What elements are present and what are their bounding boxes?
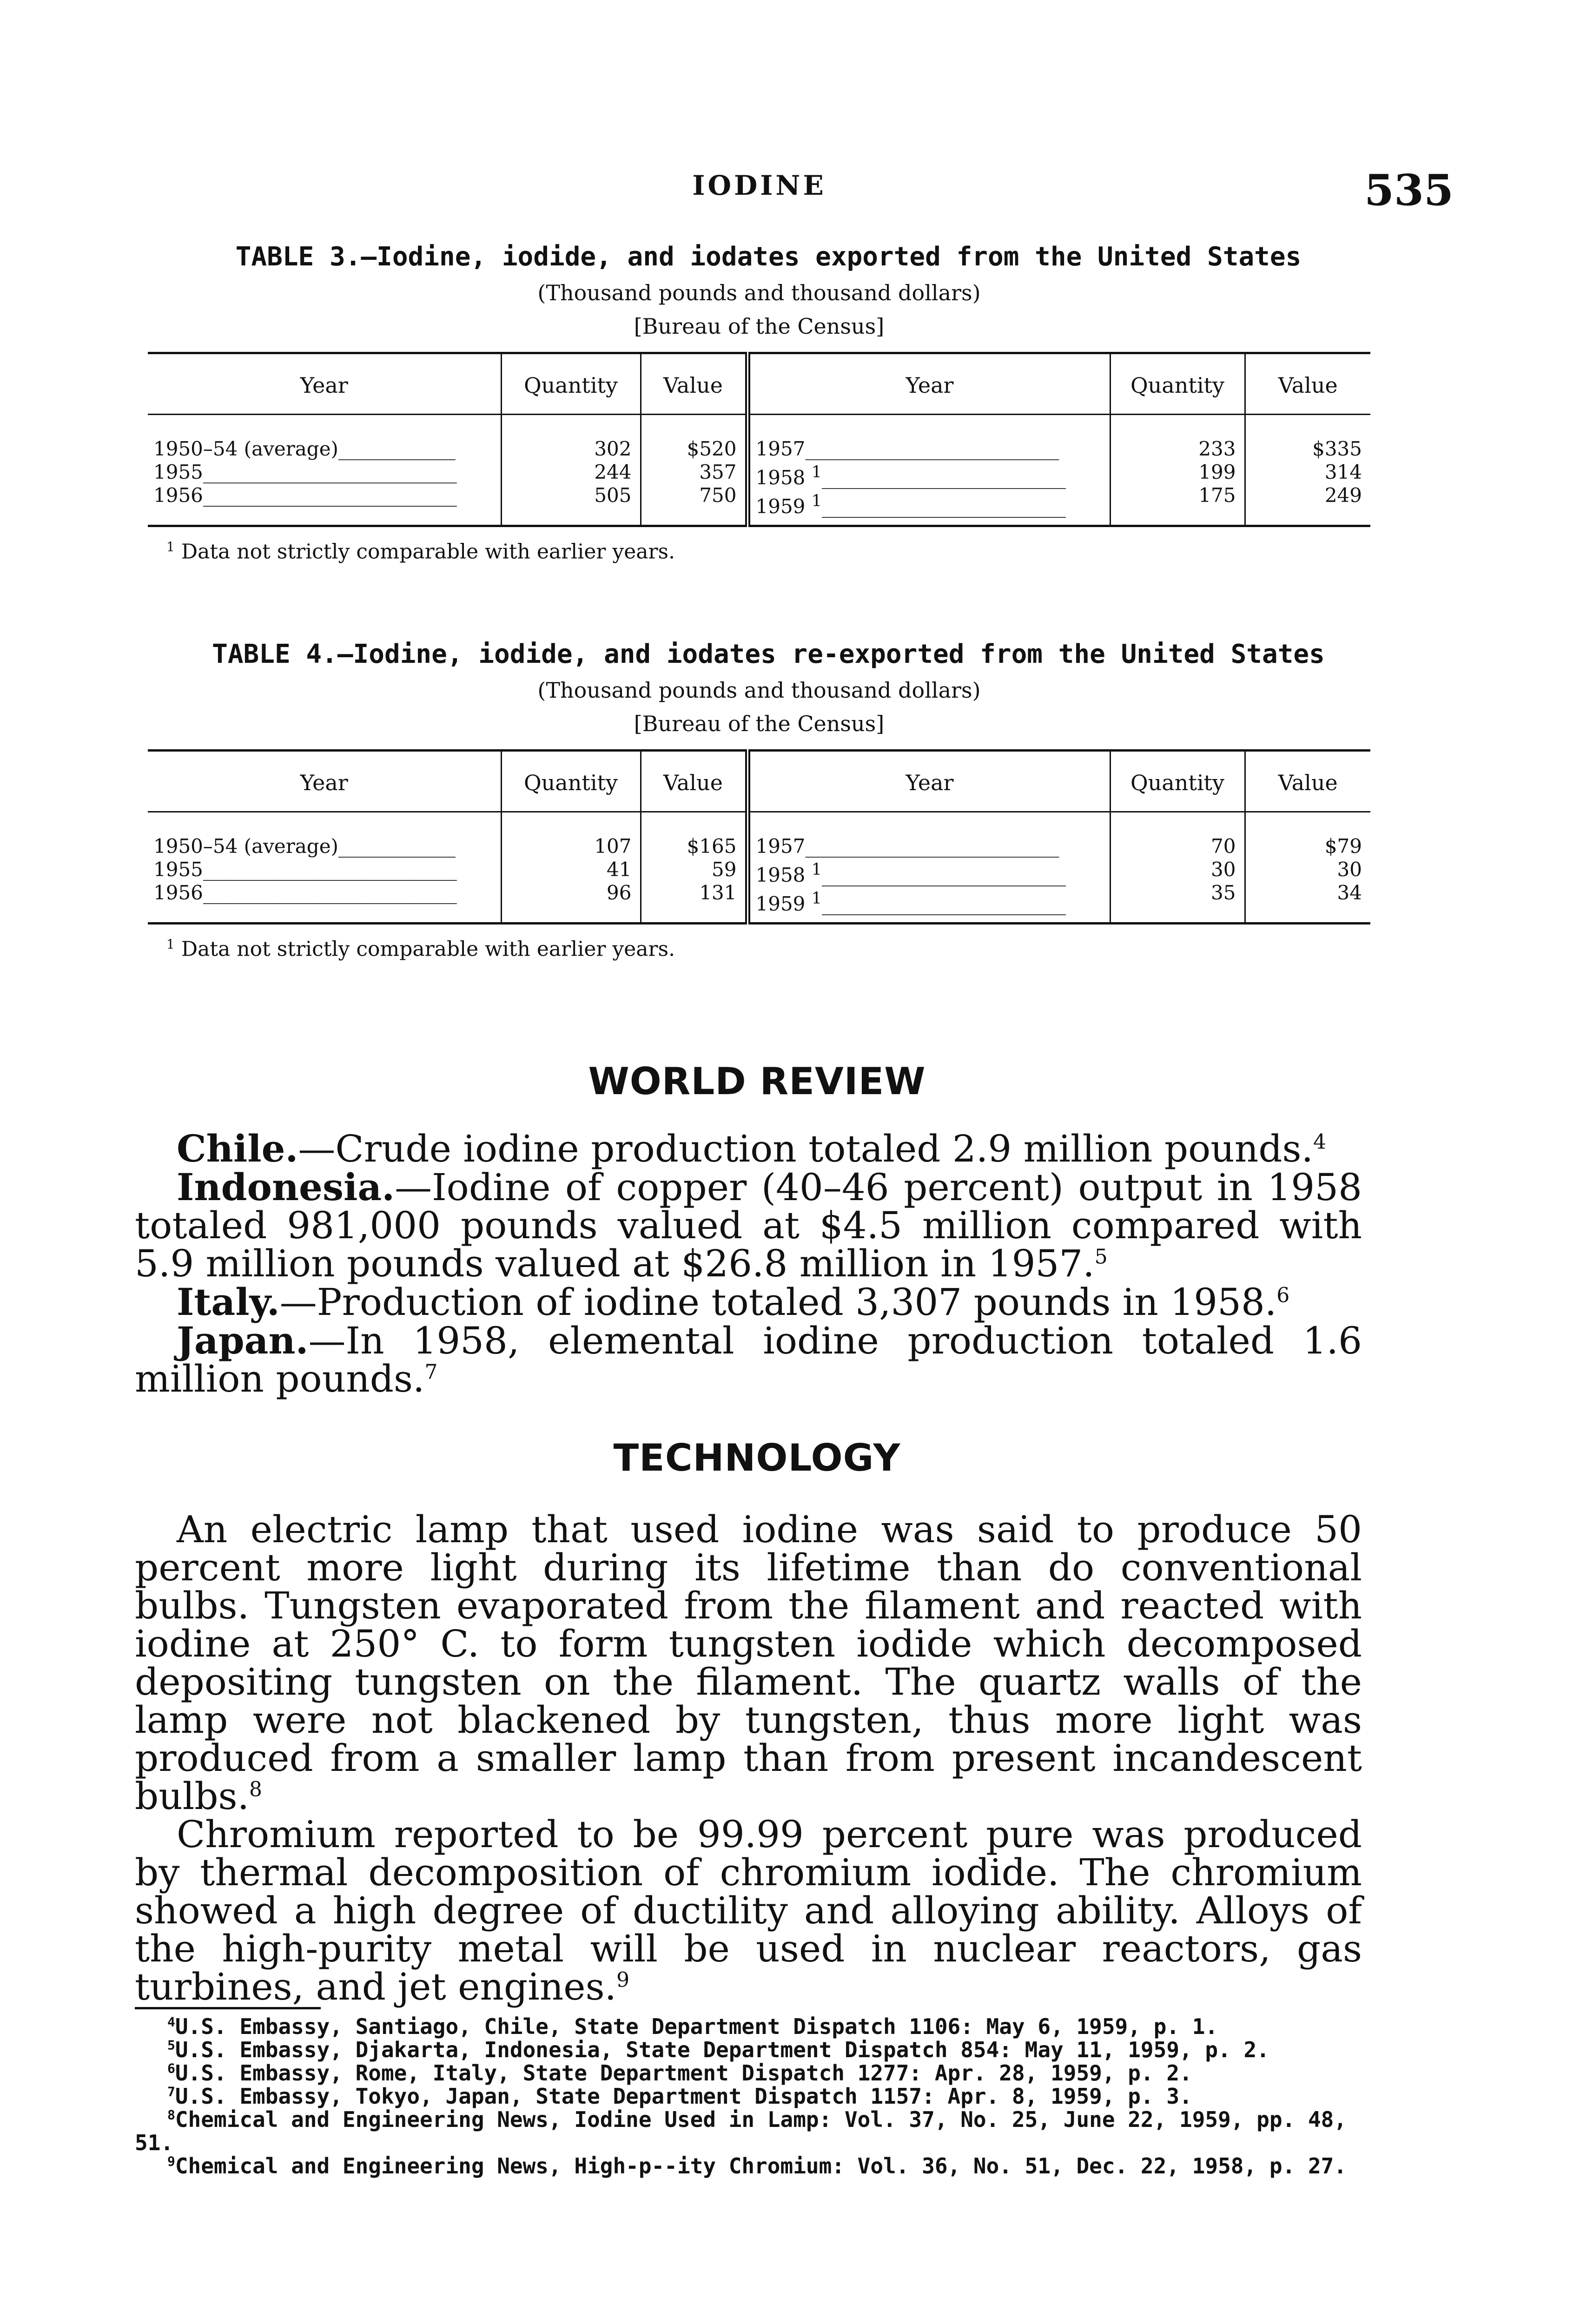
footnote-text: U.S. Embassy, Santiago, Chile, State Department Dispatch 1106: May 6, 1959, p. 1. [175, 2014, 1218, 2039]
table-source: [Bureau of the Census] [634, 711, 885, 736]
year-cell-group [747, 812, 1110, 924]
paragraph [135, 1813, 1362, 2008]
dot-leader: _________________________ [822, 466, 1066, 489]
year-text: 1958 [755, 864, 806, 886]
paragraph-text: —Crude iodine production totaled 2.9 million pounds. [298, 1127, 1314, 1170]
quantity-cell: 96 [607, 881, 632, 904]
footnote-text: U.S. Embassy, Tokyo, Japan, State Department Dispatch 1157: Apr. 8, 1959, p. 3. [175, 2084, 1192, 2109]
column-header-quantity: Quantity [1110, 353, 1245, 415]
paragraph [135, 1508, 1362, 1818]
technology-text [135, 1508, 1362, 2008]
year-text: 1959 [755, 495, 806, 518]
paragraph-text: —Iodine of copper (40–46 percent) output in 1958 totaled 981,000 pounds valued at $4.5 million compared with 5.9 million pounds valued at $26.8 million in 1957. [135, 1166, 1362, 1285]
value-cell: 30 [1337, 858, 1362, 881]
dot-leader: _________________________ [822, 864, 1066, 886]
value-cell: 34 [1337, 881, 1362, 904]
year-cell: 1956__________________________ [153, 484, 457, 507]
column-header-year: Year [148, 751, 501, 812]
dot-leader: _________________________ [822, 495, 1066, 518]
value-cell-group [641, 812, 747, 924]
value-cell: 357 [699, 461, 737, 483]
footnote-number: 4 [167, 2014, 175, 2030]
year-cell: 1955__________________________ [153, 461, 457, 483]
paragraph [135, 1321, 1362, 1398]
quantity-cell: 302 [594, 437, 632, 460]
value-cell: $165 [687, 835, 737, 858]
section-heading-technology: TECHNOLOGY [613, 1436, 901, 1479]
paragraph-text: Chromium reported to be 99.99 percent pure was produced by thermal decomposition of chromium iodide. The chromium showed a high degree of ductility and alloying ability. Alloys of the high-purity metal will be used in nuclear reactors, gas turbines, and jet engines. [135, 1813, 1362, 2008]
value-cell-group [641, 415, 747, 526]
table-footnote-text: Data not strictly comparable with earlier years. [181, 540, 675, 564]
footnote-number: 9 [167, 2153, 175, 2169]
quantity-cell: 244 [594, 461, 632, 483]
country-name: Indonesia. [177, 1165, 395, 1209]
table-3 [148, 242, 1370, 564]
table-footnote [166, 539, 1370, 564]
column-header-quantity: Quantity [501, 751, 641, 812]
footnote-marker: 1 [811, 889, 822, 908]
value-cell: $520 [687, 437, 737, 460]
column-header-year: Year [148, 353, 501, 415]
column-header-quantity: Quantity [501, 353, 641, 415]
running-head [139, 165, 1454, 215]
column-header-value: Value [1245, 751, 1370, 812]
value-cell: 314 [1324, 461, 1362, 483]
footnote [135, 2015, 1362, 2038]
footnote-number: 8 [167, 2107, 175, 2123]
quantity-cell: 41 [607, 858, 632, 881]
footnote-ref: 9 [616, 1968, 630, 1992]
value-cell: $79 [1324, 835, 1362, 858]
value-cell: 131 [699, 881, 737, 904]
quantity-cell: 35 [1211, 881, 1236, 904]
table-subtitle: (Thousand pounds and thousand dollars) [537, 280, 981, 305]
value-cell: 750 [699, 484, 737, 507]
footnote-text: U.S. Embassy, Djakarta, Indonesia, State Department Dispatch 854: May 11, 1959, p. 2. [175, 2037, 1269, 2062]
quantity-cell-group [1110, 812, 1245, 924]
value-cell: 249 [1324, 484, 1362, 507]
table-title: TABLE 4.—Iodine, iodide, and iodates re-exported from the United States [212, 639, 1325, 669]
quantity-cell: 505 [594, 484, 632, 507]
country-name: Chile. [177, 1127, 298, 1170]
year-cell: 1955__________________________ [153, 858, 457, 881]
quantity-cell: 70 [1211, 835, 1236, 858]
country-name: Japan. [177, 1319, 309, 1362]
footnote [135, 2038, 1362, 2061]
footnote-number: 5 [167, 2037, 175, 2053]
footnote-marker: 1 [166, 937, 175, 952]
value-cell-group [1245, 812, 1370, 924]
quantity-cell: 175 [1198, 484, 1236, 507]
table-header-row [148, 353, 1370, 415]
year-cell: 1957__________________________ [755, 835, 1059, 858]
footnote-number: 7 [167, 2084, 175, 2100]
footnote-rule [135, 2007, 321, 2009]
quantity-cell-group [501, 415, 641, 526]
quantity-cell: 199 [1198, 461, 1236, 483]
footnote [135, 2061, 1362, 2085]
column-header-quantity: Quantity [1110, 751, 1245, 812]
footnote-marker: 1 [811, 860, 822, 879]
quantity-cell: 107 [594, 835, 632, 858]
footnote-marker: 1 [811, 463, 822, 482]
footnote-text: Chemical and Engineering News, High-p‐‐ity Chromium: Vol. 36, No. 51, Dec. 22, 1958, p. 27. [175, 2153, 1347, 2179]
value-cell-group [1245, 415, 1370, 526]
footnote-marker: 1 [811, 492, 822, 510]
year-text: 1959 [755, 892, 806, 915]
quantity-cell: 233 [1198, 437, 1236, 460]
table-header-row [148, 751, 1370, 812]
year-cell [756, 858, 1104, 887]
value-cell: $335 [1312, 437, 1362, 460]
footnote-text: Chemical and Engineering News, Iodine Used in Lamp: Vol. 37, No. 25, June 22, 1959, pp. 48, 51. [135, 2107, 1347, 2155]
year-cell [756, 461, 1104, 489]
dot-leader: _________________________ [822, 892, 1066, 915]
footnote-text: U.S. Embassy, Rome, Italy, State Department Dispatch 1277: Apr. 28, 1959, p. 2. [175, 2060, 1192, 2086]
table-source: [Bureau of the Census] [634, 314, 885, 339]
quantity-cell-group [1110, 415, 1245, 526]
year-cell: 1950–54 (average)____________ [153, 835, 456, 858]
year-cell: 1950–54 (average)____________ [153, 437, 456, 460]
year-cell [756, 887, 1104, 916]
page-number: 535 [1364, 165, 1454, 215]
year-cell: 1956__________________________ [153, 881, 457, 904]
year-cell: 1957__________________________ [755, 437, 1059, 460]
footnote-marker: 1 [166, 539, 175, 555]
running-title: IODINE [692, 170, 826, 201]
world-review-text [135, 1129, 1362, 1398]
footnote-ref: 4 [1313, 1130, 1327, 1154]
table-body-row [148, 812, 1370, 924]
column-header-value: Value [641, 353, 747, 415]
country-name: Italy. [177, 1280, 280, 1324]
section-heading-world-review: WORLD REVIEW [588, 1060, 926, 1103]
paragraph-text: —In 1958, elemental iodine production totaled 1.6 million pounds. [135, 1319, 1362, 1400]
table-subtitle: (Thousand pounds and thousand dollars) [537, 678, 981, 703]
table-title: TABLE 3.—Iodine, iodide, and iodates exported from the United States [235, 242, 1302, 272]
footnote-ref: 7 [424, 1360, 438, 1384]
footnote-ref: 6 [1276, 1283, 1290, 1307]
paragraph-text: An electric lamp that used iodine was said to produce 50 percent more light during its lifetime than do conventional bulbs. Tungsten evaporated from the filament and reacted with iodine at 250° C. to form tungsten iodide which decomposed depositing tungsten on the filament. The quartz walls of the lamp were not blackened by tungsten, thus more light was produced from a smaller lamp than from present incandescent bulbs. [135, 1508, 1362, 1818]
quantity-cell: 30 [1211, 858, 1236, 881]
table-footnote-text: Data not strictly comparable with earlier years. [181, 937, 675, 961]
column-header-year: Year [747, 353, 1110, 415]
footnote-number: 6 [167, 2060, 175, 2076]
value-cell: 59 [712, 858, 737, 881]
quantity-cell-group [501, 812, 641, 924]
table-footnote [166, 937, 1370, 961]
footnotes [135, 2015, 1362, 2178]
paragraph [135, 1129, 1362, 1168]
column-header-value: Value [1245, 353, 1370, 415]
footnote [135, 2154, 1362, 2178]
column-header-value: Value [641, 751, 747, 812]
paragraph [135, 1165, 1362, 1285]
footnote [135, 2108, 1362, 2154]
column-header-year: Year [747, 751, 1110, 812]
footnote [135, 2085, 1362, 2108]
footnote-ref: 8 [249, 1777, 263, 1802]
table-body-row [148, 415, 1370, 526]
year-cell-group [148, 812, 501, 924]
footnote-ref: 5 [1094, 1245, 1108, 1269]
data-table [148, 749, 1370, 924]
paragraph [135, 1280, 1362, 1324]
year-cell-group [747, 415, 1110, 526]
year-cell [756, 489, 1104, 518]
paragraph-text: —Production of iodine totaled 3,307 pounds in 1958. [279, 1281, 1277, 1324]
year-cell-group [148, 415, 501, 526]
year-text: 1958 [755, 466, 806, 489]
data-table [148, 352, 1370, 527]
table-4 [148, 639, 1370, 961]
